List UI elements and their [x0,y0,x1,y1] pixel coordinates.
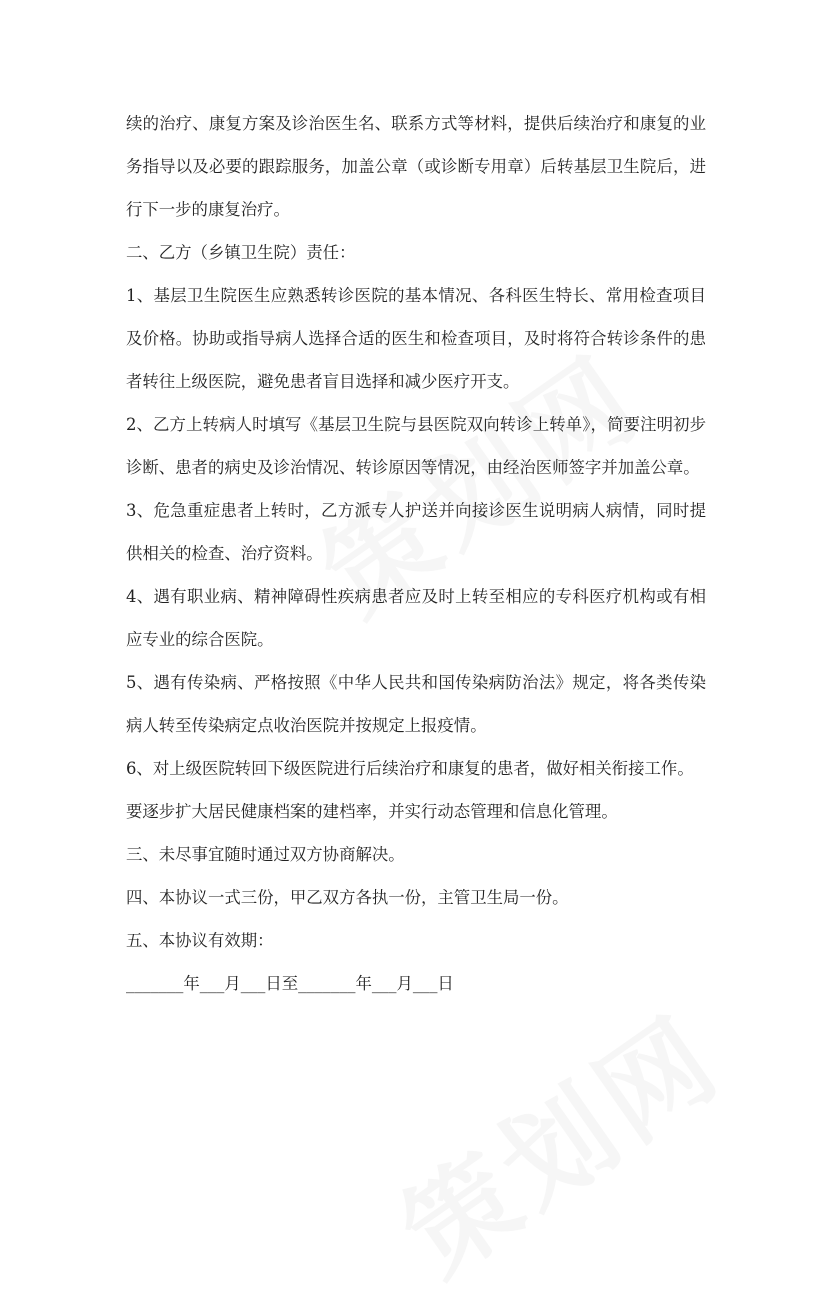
paragraph-health-records: 要逐步扩大居民健康档案的建档率，并实行动态管理和信息化管理。 [126,802,618,821]
section-three: 三、未尽事宜随时通过双方协商解决。 [126,845,405,864]
clause-b6: 6、对上级医院转回下级医院进行后续治疗和康复的患者，做好相关衔接工作。 [126,759,694,778]
paragraph-continuation: 续的治疗、康复方案及诊治医生名、联系方式等材料，提供后续治疗和康复的业务指导以及必要的跟踪服务，加盖公章（或诊断专用章）后转基层卫生院后，进行下一步的康复治疗。 [126,114,706,219]
section-heading-party-b: 二、乙方（乡镇卫生院）责任： [126,243,356,262]
clause-b5: 5、遇有传染病、严格按照《中华人民共和国传染病防治法》规定，将各类传染病人转至传染病定点收治医院并按规定上报疫情。 [126,673,706,735]
clause-b1: 1、基层卫生院医生应熟悉转诊医院的基本情况、各科医生特长、常用检查项目及价格。协助或指导病人选择合适的医生和检查项目，及时将符合转诊条件的患者转往上级医院，避免患者盲目选择和减少医疗开支。 [126,286,706,391]
document-body [126,102,706,1005]
section-five: 五、本协议有效期： [126,931,274,950]
validity-date-line: _______年___月___日至_______年___月___日 [126,974,454,993]
clause-b3: 3、危急重症患者上转时，乙方派专人护送并向接诊医生说明病人病情，同时提供相关的检查、治疗资料。 [126,501,706,563]
clause-b4: 4、遇有职业病、精神障碍性疾病患者应及时上转至相应的专科医疗机构或有相应专业的综合医院。 [126,587,706,649]
watermark [367,973,748,1305]
section-four: 四、本协议一式三份，甲乙双方各执一份，主管卫生局一份。 [126,888,569,907]
clause-b2: 2、乙方上转病人时填写《基层卫生院与县医院双向转诊上转单》，简要注明初步诊断、患者的病史及诊治情况、转诊原因等情况，由经治医师签字并加盖公章。 [126,415,706,477]
